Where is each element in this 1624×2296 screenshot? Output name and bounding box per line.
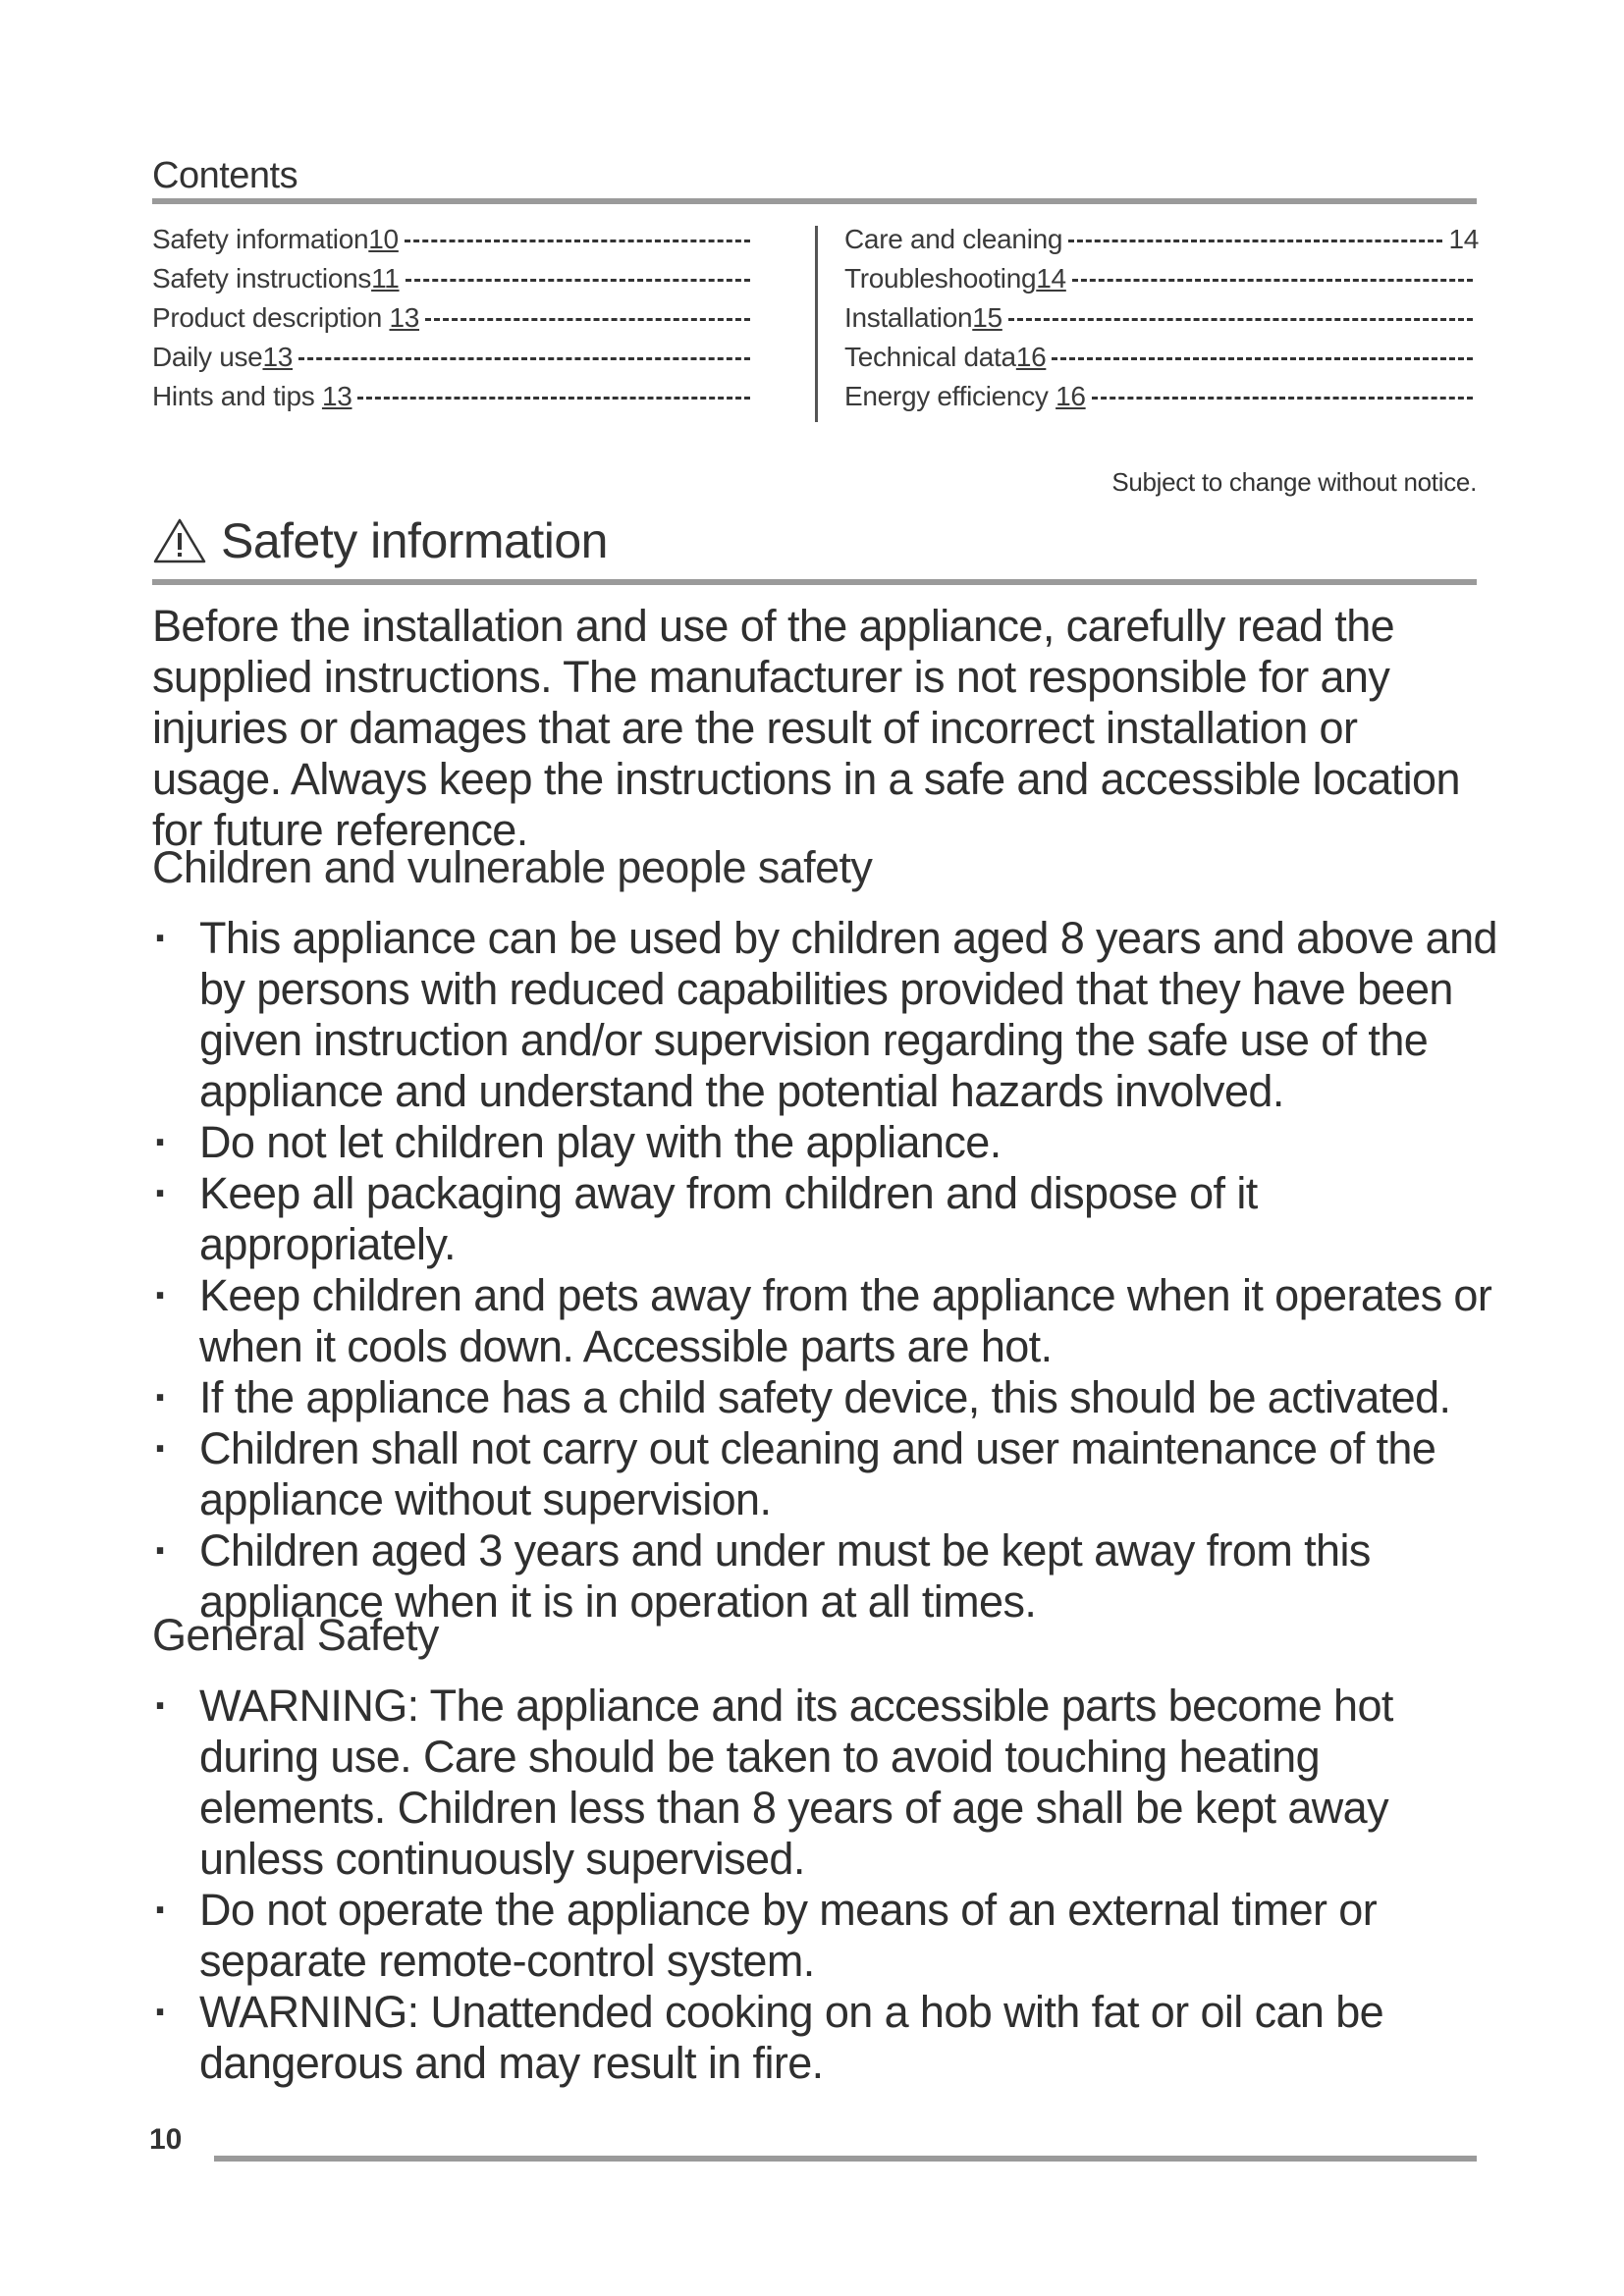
toc-page: 14 [1448, 224, 1479, 254]
toc-page: 13 [389, 302, 420, 333]
toc-leader [1052, 357, 1473, 360]
bullet: · [153, 1168, 169, 1218]
intro-paragraph: Before the installation and use of the appliance, carefully read the supplied instructions. The manufacturer is not responsible for any injuries or damages that are the result of incorrect installation or usage. Always keep the instructions in a safe and accessible location for future reference. [152, 601, 1460, 855]
toc-entry-hints-and-tips[interactable] [152, 381, 756, 420]
general-safety-heading: General Safety [152, 1610, 439, 1660]
toc-entry-energy-efficiency[interactable] [844, 381, 1479, 420]
toc-entry-care-and-cleaning[interactable] [844, 224, 1479, 263]
toc-entry-troubleshooting[interactable] [844, 263, 1479, 302]
safety-title: Safety information [221, 513, 608, 568]
toc-label: Technical data [844, 342, 1016, 372]
safety-divider [152, 579, 1477, 585]
toc-left-column [152, 224, 756, 420]
toc-leader [1072, 279, 1473, 282]
toc-label: Installation [844, 302, 973, 333]
list-item: · This appliance can be used by children aged 8 years and above and by persons with reduced capabilities provided that they have been given instruction and/or supervision regarding the safe use of the appliance and understand the potential hazards involved. [153, 913, 1497, 1116]
toc-leader [425, 318, 750, 321]
toc-page: 10 [368, 224, 399, 254]
toc-page: 16 [1056, 381, 1086, 411]
bullet: · [153, 913, 169, 963]
bullet: · [153, 1372, 169, 1422]
toc-page: 13 [262, 342, 294, 372]
bullet: · [153, 1117, 169, 1167]
warning-triangle-icon [152, 516, 207, 565]
list-item: · Do not let children play with the appliance. [153, 1117, 1001, 1167]
list-item: · Keep all packaging away from children and dispose of it appropriately. [153, 1168, 1258, 1269]
list-item: · Do not operate the appliance by means of an external timer or separate remote-control system. [153, 1885, 1378, 1986]
footer-divider [214, 2156, 1477, 2162]
toc-entry-daily-use[interactable] [152, 342, 756, 381]
children-safety-list [152, 913, 1497, 1628]
toc-entry-safety-information[interactable] [152, 224, 756, 263]
bullet: · [153, 1681, 169, 1731]
list-item: · If the appliance has a child safety device, this should be activated. [153, 1372, 1451, 1422]
safety-information-heading [152, 512, 608, 569]
toc-leader [405, 240, 750, 242]
toc-label: Energy efficiency [844, 381, 1049, 411]
change-notice: Subject to change without notice. [1111, 467, 1477, 497]
toc-entry-technical-data[interactable] [844, 342, 1479, 381]
list-item: · Children shall not carry out cleaning and user maintenance of the appliance without supervision. [153, 1423, 1436, 1524]
contents-divider [152, 198, 1477, 204]
toc-leader [1068, 240, 1442, 242]
toc-label: Safety instructions [152, 263, 372, 294]
toc-entry-installation[interactable] [844, 302, 1479, 342]
toc-label: Safety information [152, 224, 369, 254]
children-safety-heading: Children and vulnerable people safety [152, 842, 873, 892]
toc-label: Care and cleaning [844, 224, 1063, 254]
bullet: · [153, 1270, 169, 1320]
toc-leader [1008, 318, 1473, 321]
toc-leader [406, 279, 750, 282]
bullet: · [153, 1885, 169, 1935]
toc-leader [1092, 397, 1473, 400]
toc-page: 14 [1036, 263, 1066, 294]
list-item: · Children aged 3 years and under must be kept away from this appliance when it is in operation at all times. [153, 1525, 1371, 1627]
toc-label: Product description [152, 302, 382, 333]
toc-right-column [844, 224, 1479, 420]
toc-page: 16 [1015, 342, 1047, 372]
bullet: · [153, 1525, 169, 1575]
list-item: · WARNING: The appliance and its accessible parts become hot during use. Care should be taken to avoid touching heating elements. Children less than 8 years of age shall be kept away unless continuously supervised. [153, 1681, 1393, 1884]
toc-entry-safety-instructions[interactable] [152, 263, 756, 302]
contents-title: Contents [152, 155, 298, 196]
toc-page: 11 [371, 263, 400, 294]
toc-label: Hints and tips [152, 381, 315, 411]
general-safety-list [152, 1681, 1497, 2089]
bullet: · [153, 1987, 169, 2037]
toc-page: 15 [972, 302, 1002, 333]
toc-label: Troubleshooting [844, 263, 1037, 294]
toc-entry-product-description[interactable] [152, 302, 756, 342]
toc-leader [298, 357, 750, 360]
toc-leader [357, 397, 750, 400]
toc-label: Daily use [152, 342, 263, 372]
page-number: 10 [149, 2123, 183, 2156]
list-item: · Keep children and pets away from the appliance when it operates or when it cools down. Accessible parts are hot. [153, 1270, 1492, 1371]
toc-page: 13 [321, 381, 352, 411]
list-item: · WARNING: Unattended cooking on a hob with fat or oil can be dangerous and may result in fire. [153, 1987, 1384, 2088]
bullet: · [153, 1423, 169, 1473]
toc-column-divider [815, 226, 818, 422]
